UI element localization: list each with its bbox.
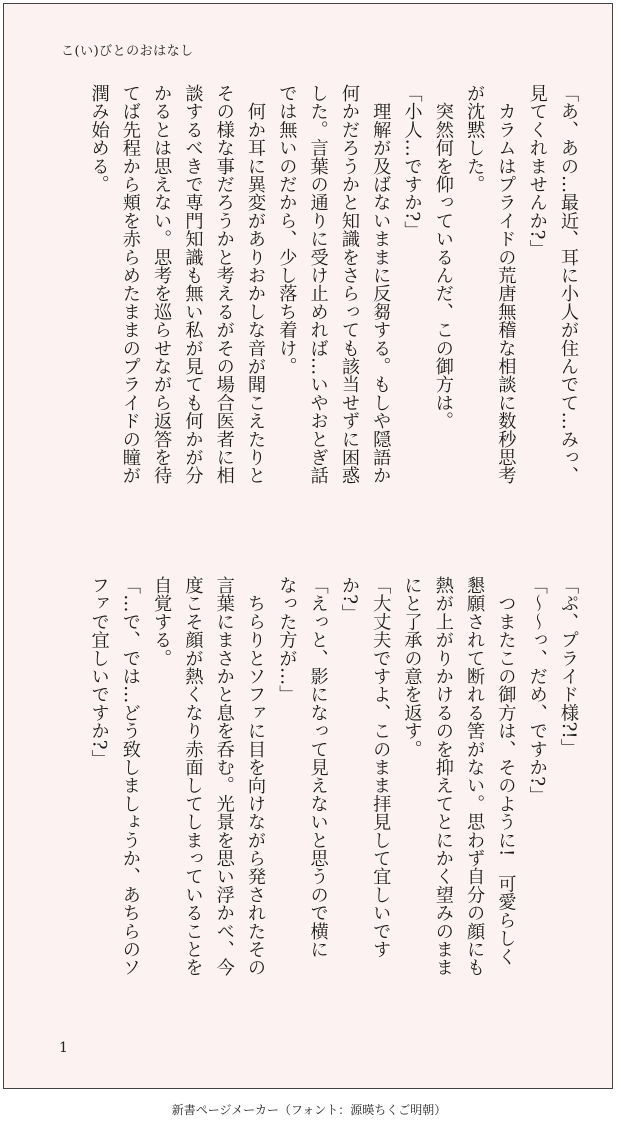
text-line: が沈黙した。 bbox=[464, 84, 486, 194]
text-line: ファで宜しいですか?」 bbox=[88, 576, 110, 768]
text-line: つまたこの御方は、そのように! 可愛らしく bbox=[495, 576, 517, 966]
footer-credit: 新書ページメーカー（フォント：源暎ちくご明朝） bbox=[171, 1103, 447, 1117]
text-line: 談するべきで専門知識も無い私が見ても何かが分 bbox=[182, 84, 204, 485]
text-line: 突然何を仰っているんだ、この御方は。 bbox=[432, 84, 454, 430]
text-line: 何かだろうかと知識をさらっても該当せずに困惑 bbox=[338, 84, 360, 485]
text-line: なった方が…」 bbox=[276, 576, 298, 704]
text-line: 「〜〜っ、だめ、ですか?」 bbox=[526, 576, 548, 805]
text-line: かるとは思えない。思考を巡らせながら返答を待 bbox=[151, 84, 173, 485]
text-line: 理解が及ばないままに反芻する。もしや隠語か bbox=[370, 84, 392, 485]
text-line: 言葉にまさかと息を呑む。光景を思い浮かべ、今 bbox=[213, 576, 235, 977]
text-block-top bbox=[34, 84, 584, 539]
text-line: カラムはプライドの荒唐無稽な相談に数秒思考 bbox=[495, 84, 517, 485]
text-line: てば先程から頬を赤らめたままのプライドの瞳が bbox=[119, 84, 141, 485]
text-block-bottom bbox=[34, 576, 584, 1031]
text-line: 自覚する。 bbox=[151, 576, 173, 667]
page-number: 1 bbox=[59, 1040, 68, 1056]
text-line: 見てくれませんか?」 bbox=[526, 84, 548, 258]
text-line: 熱が上がりかけるのを抑えてとにかく望みのまま bbox=[432, 576, 454, 977]
text-line: 何か耳に異変がありおかしな音が聞こえたりと bbox=[245, 84, 267, 485]
text-line: ちらりとソファに目を向けながら発されたその bbox=[245, 576, 267, 977]
text-line: 「あ、あの…最近、耳に小人が住んでて…みっ、 bbox=[558, 84, 579, 485]
text-line: 「小人…ですか?」 bbox=[401, 84, 423, 240]
text-line: 潤み始める。 bbox=[88, 84, 110, 194]
page-header-title: こ(い)びとのおはなし bbox=[61, 44, 194, 59]
text-line: 「…で、では…どう致しましょうか、あちらのソ bbox=[119, 576, 141, 977]
text-line: その様な事だろうかと考えるがその場合医者に相 bbox=[213, 84, 235, 485]
text-line: にと了承の意を返す。 bbox=[401, 576, 423, 758]
text-line: 「えっと、影になって見えないと思うので横に bbox=[307, 576, 329, 959]
text-line: では無いのだから、少し落ち着け。 bbox=[276, 84, 298, 376]
text-line: した。言葉の通りに受け止めれば…いやおとぎ話 bbox=[307, 84, 329, 485]
text-line: 度こそ顔が熱くなり赤面してしまっていることを bbox=[182, 576, 204, 977]
text-line: 「大丈夫ですよ、このまま拝見して宜しいです bbox=[370, 576, 392, 959]
text-line: 懇願されて断れる筈がない。思わず自分の顔にも bbox=[464, 576, 486, 977]
text-line: 「ぷ、プライド様?!」 bbox=[558, 576, 579, 757]
manuscript-page bbox=[3, 3, 613, 1089]
text-line: か?」 bbox=[338, 576, 360, 623]
